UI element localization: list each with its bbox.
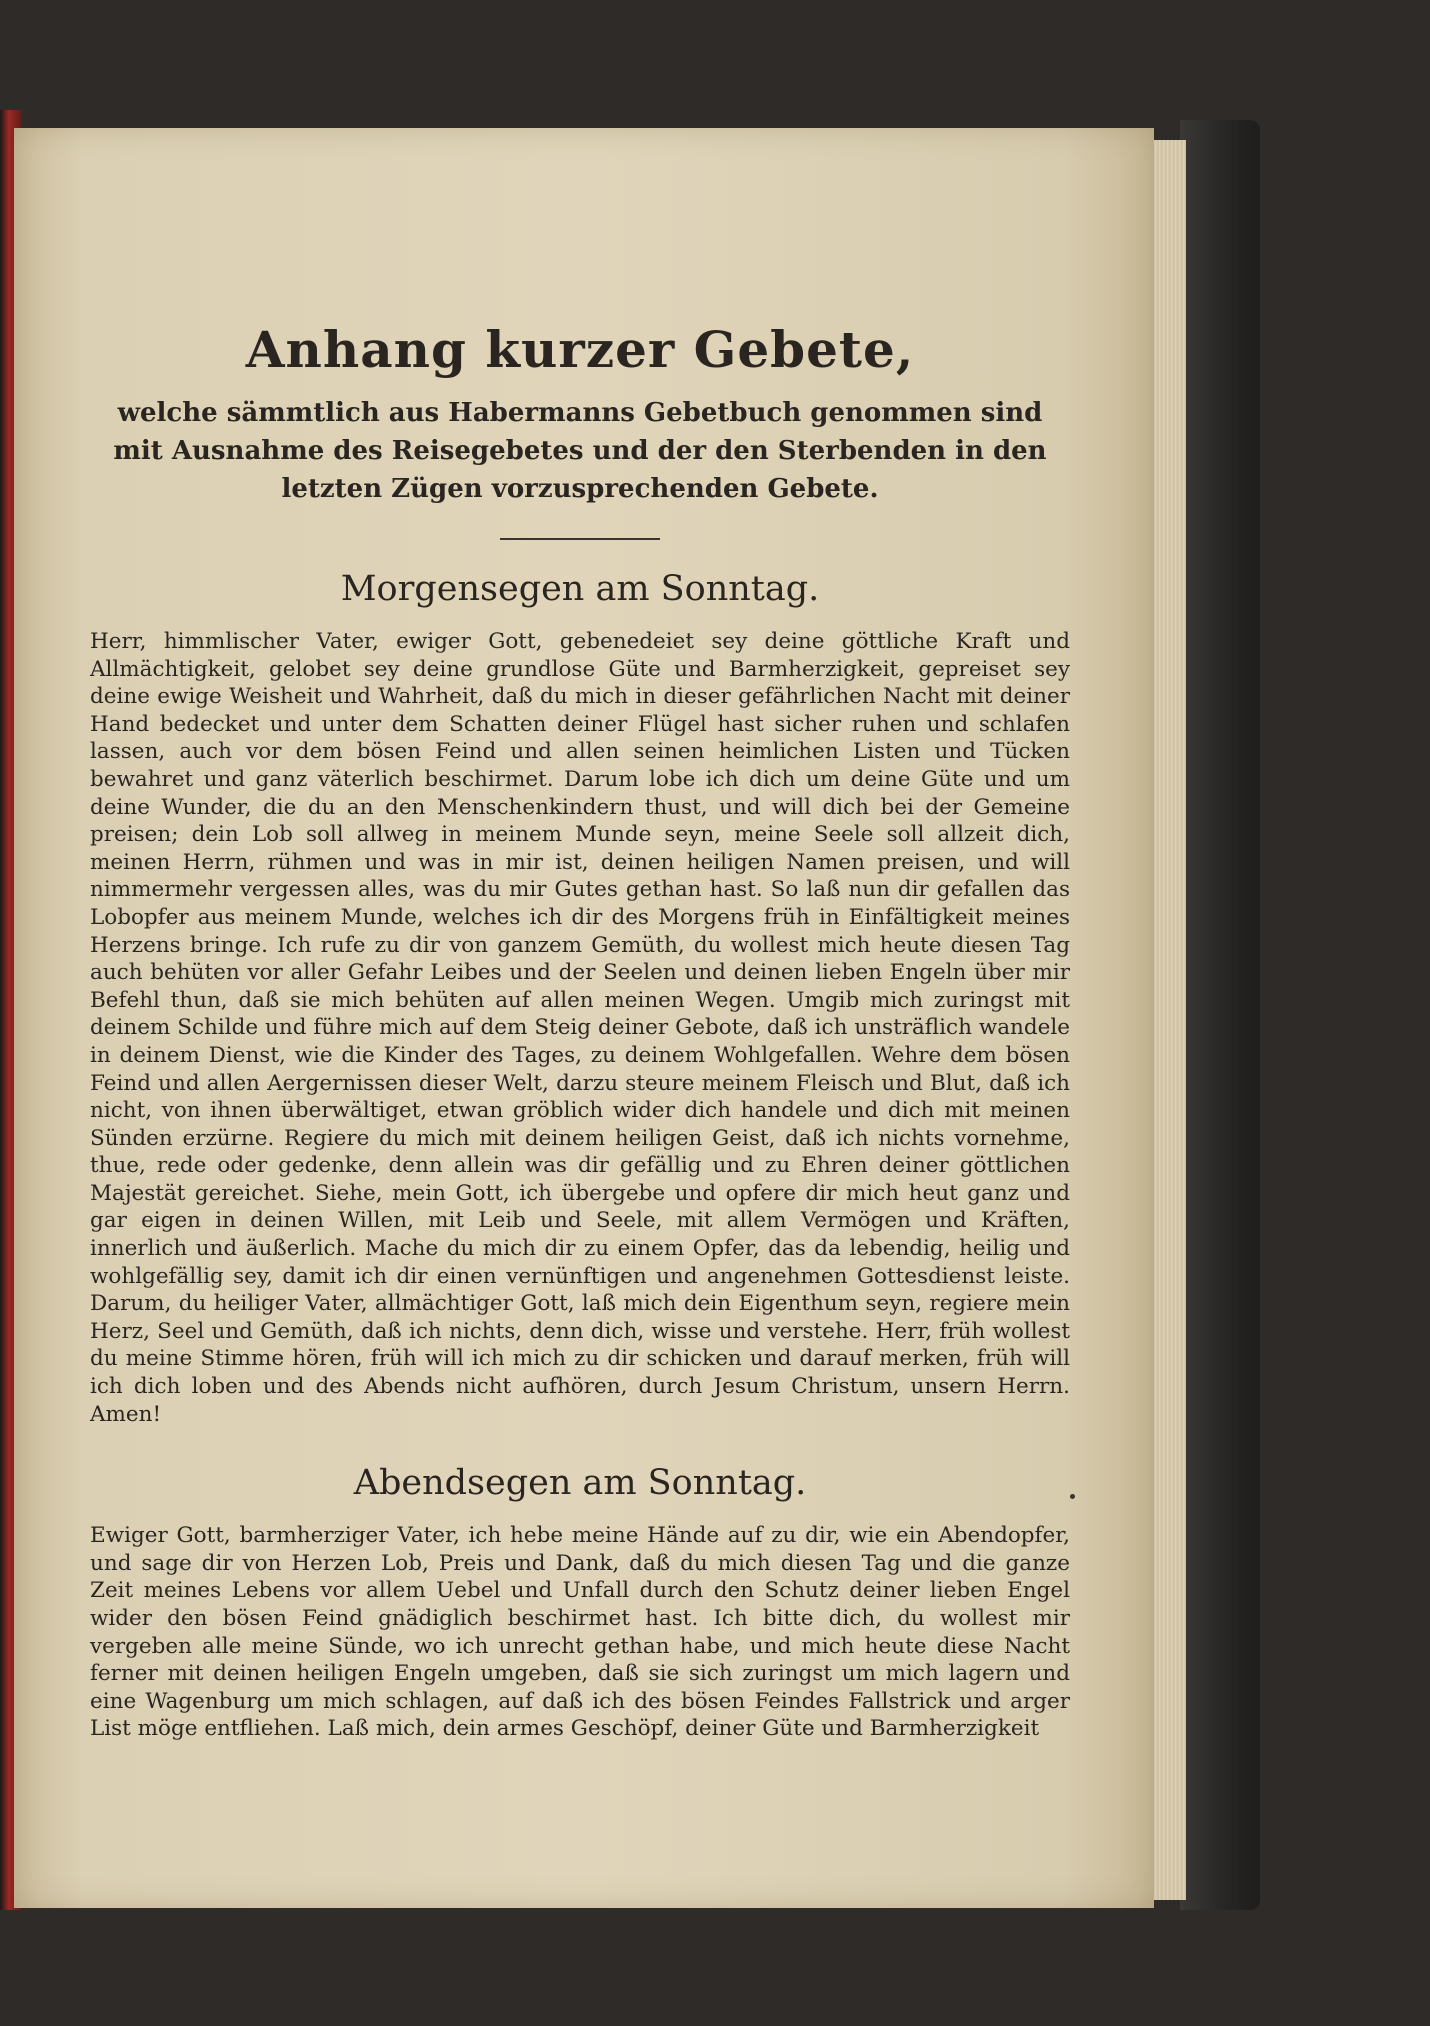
page-content [90, 190, 1070, 1743]
section-morgensegen [90, 564, 1070, 1428]
section-heading: Morgensegen am Sonntag. [340, 569, 820, 609]
section-text: Herr, himmlischer Vater, ewiger Gott, gebenedeiet sey deine göttliche Kraft und Allmächtigkeit, gelobet sey deine grundlose Güte und Barmherzigkeit, gepreiset sey deine ewige Weisheit und Wahrheit, daß du mich in dieser gefährlichen Nacht mit deiner Hand bedecket und unter dem Schatten deiner Flügel hast sicher ruhen und schlafen lassen, auch vor dem bösen Feind und allen seinen heimlichen Listen und Tücken bewahret und ganz väterlich beschirmet. Darum lobe ich dich um deine Güte und um deine Wunder, die du an den Menschenkindern thust, und will dich bei der Gemeine preisen; dein Lob soll allweg in meinem Munde seyn, meine Seele soll allzeit dich, meinen Herrn, rühmen und was in mir ist, deinen heiligen Namen preisen, und will nimmermehr vergessen alles, was du mir Gutes gethan hast. So laß nun dir gefallen das Lobopfer aus meinem Munde, welches ich dir des Morgens früh in Einfältigkeit meines Herzens bringe. Ich rufe zu dir von ganzem Gemüth, du wollest mich heute diesen Tag auch behüten vor aller Gefahr Leibes und der Seelen und deinen lieben Engeln über mir Befehl thun, daß sie mich behüten auf allen meinen Wegen. Umgib mich zuringst mit deinem Schilde und führe mich auf dem Steig deiner Gebote, daß ich unsträflich wandele in deinem Dienst, wie die Kinder des Tages, zu deinem Wohlgefallen. Wehre dem bösen Feind und allen Aergernissen dieser Welt, darzu steure meinem Fleisch und Blut, daß ich nicht, von ihnen überwältiget, etwan gröblich wider dich handele und dich mit meinen Sünden erzürne. Regiere du mich mit deinem heiligen Geist, daß ich nichts vornehme, thue, rede oder gedenke, denn allein was dir gefällig und zu Ehren deiner göttlichen Majestät gereichet. Siehe, mein Gott, ich übergebe und opfere dir mich heut ganz und gar eigen in deinen Willen, mit Leib und Seele, mit allem Vermögen und Kräften, innerlich und äußerlich. Mache du mich dir zu einem Opfer, das da lebendig, heilig und wohlgefällig sey, damit ich dir einen vernünftigen und angenehmen Gottesdienst leiste. Darum, du heiliger Vater, allmächtiger Gott, laß mich dein Eigenthum seyn, regiere mein Herz, Seel und Gemüth, daß ich nichts, denn dich, wisse und verstehe. Herr, früh wollest du meine Stimme hören, früh will ich mich zu dir schicken und darauf merken, früh will ich dich loben und des Abends nicht aufhören, durch Jesum Christum, unsern Herrn. Amen! [90, 629, 1070, 1427]
page-subtitle: welche sämmtlich aus Habermanns Gebetbuch genommen sind mit Ausnahme des Reisegebetes und der den Sterbenden in den letzten Zügen vorzusprechenden Gebete. [113, 398, 1047, 504]
ink-dot [1070, 1494, 1075, 1499]
section-abendsegen [90, 1458, 1070, 1743]
page-title: Anhang kurzer Gebete, [245, 320, 915, 379]
section-text: Ewiger Gott, barmherziger Vater, ich hebe meine Hände auf zu dir, wie ein Abendopfer, und sage dir von Herzen Lob, Preis und Dank, daß du mich diesen Tag und die ganze Zeit meines Lebens vor allem Uebel und Unfall durch den Schutz deiner lieben Engel wider den bösen Feind gnädiglich beschirmet hast. Ich bitte dich, du wollest mir vergeben alle meine Sünde, wo ich unrecht gethan habe, und mich heute diese Nacht ferner mit deinen heiligen Engeln umgeben, daß sie sich zuringst um mich lagern und eine Wagenburg um mich schlagen, auf daß ich des bösen Feindes Fallstrick und arger List möge entfliehen. Laß mich, dein armes Geschöpf, deiner Güte und Barmherzigkeit [90, 1523, 1070, 1742]
section-heading: Abendsegen am Sonntag. [353, 1463, 807, 1504]
title-divider [500, 538, 660, 540]
book-cover-right [1180, 120, 1260, 1910]
